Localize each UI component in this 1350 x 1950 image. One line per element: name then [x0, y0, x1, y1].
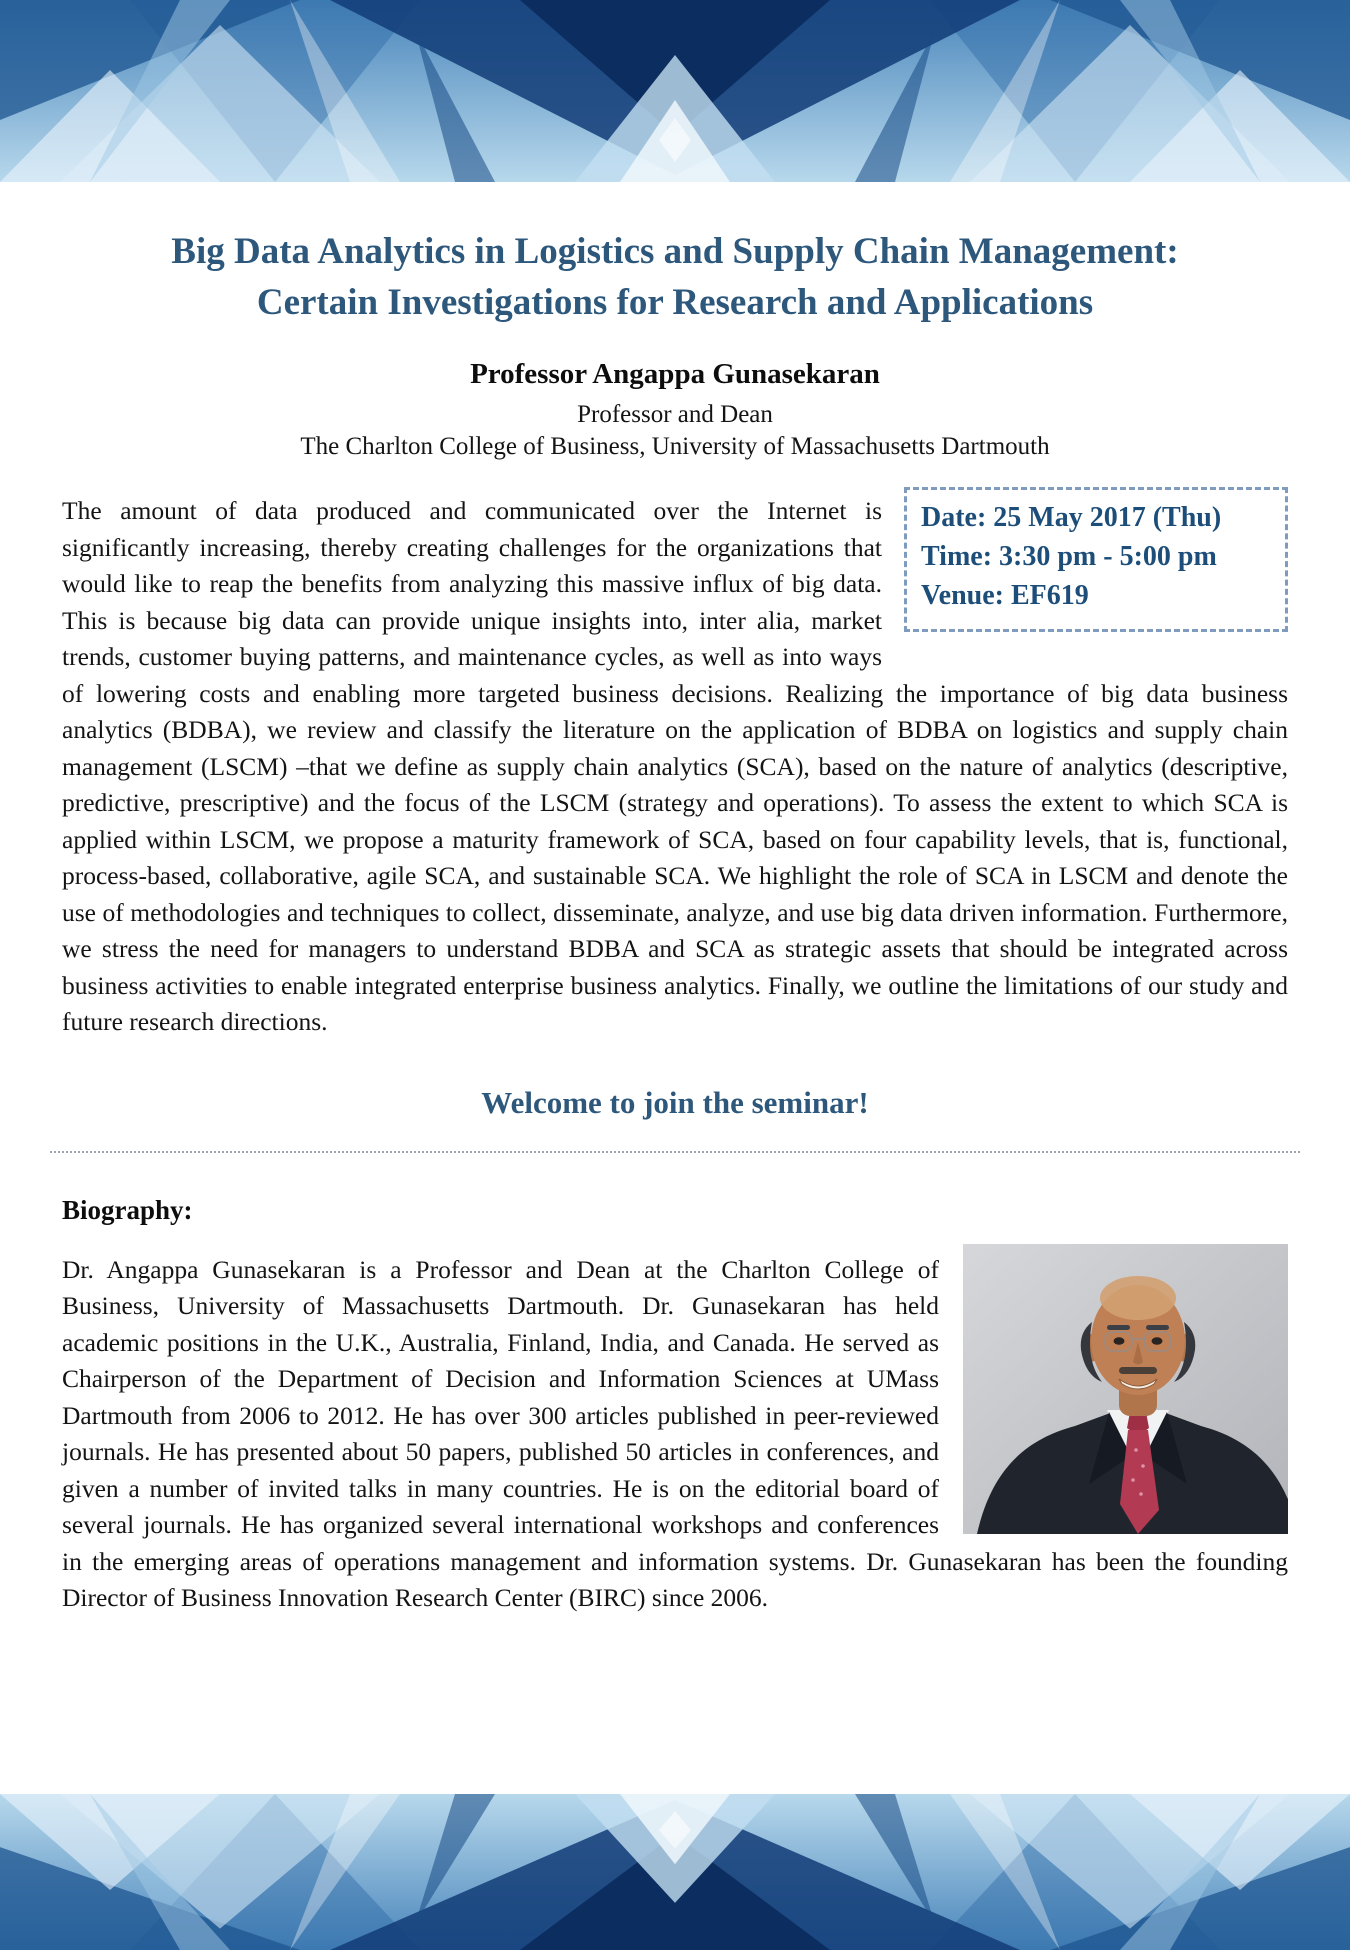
biography-heading: Biography:	[62, 1194, 193, 1225]
flyer-content	[0, 182, 1350, 1617]
event-date: Date: 25 May 2017 (Thu)	[921, 502, 1222, 534]
abstract-text: The amount of data produced and communicated over the Internet is significantly increasing, thereby creating challenges for the organizations that would like to reap the benefits from analyzing this massive influx of big data. This is because big data can provide unique insights into, inter alia, market trends, customer buying patterns, and maintenance cycles, as well as into ways of lowering costs and enabling more targeted business decisions. Realizing the importance of big data business analytics (BDBA), we review and classify the literature on the application of BDBA on logistics and supply chain management (LSCM) –that we define as supply chain analytics (SCA), based on the nature of analytics (descriptive, predictive, prescriptive) and the focus of the LSCM (strategy and operations). To assess the extent to which SCA is applied within LSCM, we propose a maturity framework of SCA, based on four capability levels, that is, functional, process-based, collaborative, agile SCA, and sustainable SCA. We highlight the role of SCA in LSCM and denote the use of methodologies and techniques to collect, disseminate, analyze, and use big data driven information. Furthermore, we stress the need for managers to understand BDBA and SCA as strategic assets that should be integrated across business activities to enable integrated enterprise business analytics. Finally, we outline the limitations of our study and future research directions.	[62, 496, 1288, 1037]
footer-banner-image	[0, 1794, 1350, 1950]
section-divider	[50, 1151, 1300, 1153]
event-time: Time: 3:30 pm - 5:00 pm	[921, 541, 1217, 573]
biography-text: Dr. Angappa Gunasekaran is a Professor and Dean at the Charlton College of Business, University of Massachusetts Dartmouth. Dr. Gunasekaran has held academic positions in the U.K., Australia, Finland, India, and Canada. He served as Chairperson of the Department of Decision and Information Sciences at UMass Dartmouth from 2006 to 2012. He has over 300 articles published in peer-reviewed journals. He has presented about 50 papers, published 50 articles in conferences, and given a number of invited talks in many countries. He is on the editorial board of several journals. He has organized several international workshops and conferences in the emerging areas of operations management and information systems. Dr. Gunasekaran has been the founding Director of Business Innovation Research Center (BIRC) since 2006.	[62, 1254, 1288, 1613]
geometric-pattern	[0, 0, 1350, 182]
speaker-photo	[963, 1244, 1288, 1534]
speaker-position: Professor and Dean	[577, 401, 773, 429]
speaker-name: Professor Angappa Gunasekaran	[470, 358, 880, 391]
event-details-box	[904, 487, 1288, 632]
speaker-affiliation: The Charlton College of Business, University of Massachusetts Dartmouth	[300, 433, 1050, 461]
biography-paragraph	[62, 1252, 1288, 1617]
page-title	[62, 226, 1288, 328]
page-title-line2: Certain Investigations for Research and Applications	[256, 282, 1094, 324]
welcome-heading: Welcome to join the seminar!	[481, 1084, 869, 1120]
header-banner-image	[0, 0, 1350, 182]
event-venue: Venue: EF619	[921, 580, 1089, 612]
abstract-paragraph	[62, 493, 1288, 1041]
page-title-line1: Big Data Analytics in Logistics and Supply Chain Management:	[171, 231, 1179, 272]
